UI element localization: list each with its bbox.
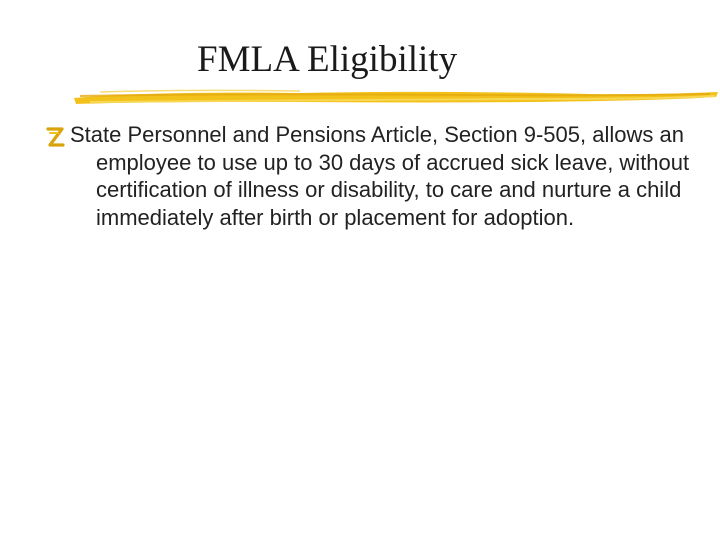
z-bullet-icon: [44, 126, 66, 148]
title-underline-brush: [70, 84, 720, 108]
slide-title: FMLA Eligibility: [197, 39, 458, 80]
bullet-item: [44, 121, 694, 231]
bullet-text: State Personnel and Pensions Article, Section 9-505, allows an employee to use up to 30 days of accrued sick leave, without certification of illness or disability, to care and nurture a child immediately after birth or placement for adoption.: [70, 122, 690, 230]
